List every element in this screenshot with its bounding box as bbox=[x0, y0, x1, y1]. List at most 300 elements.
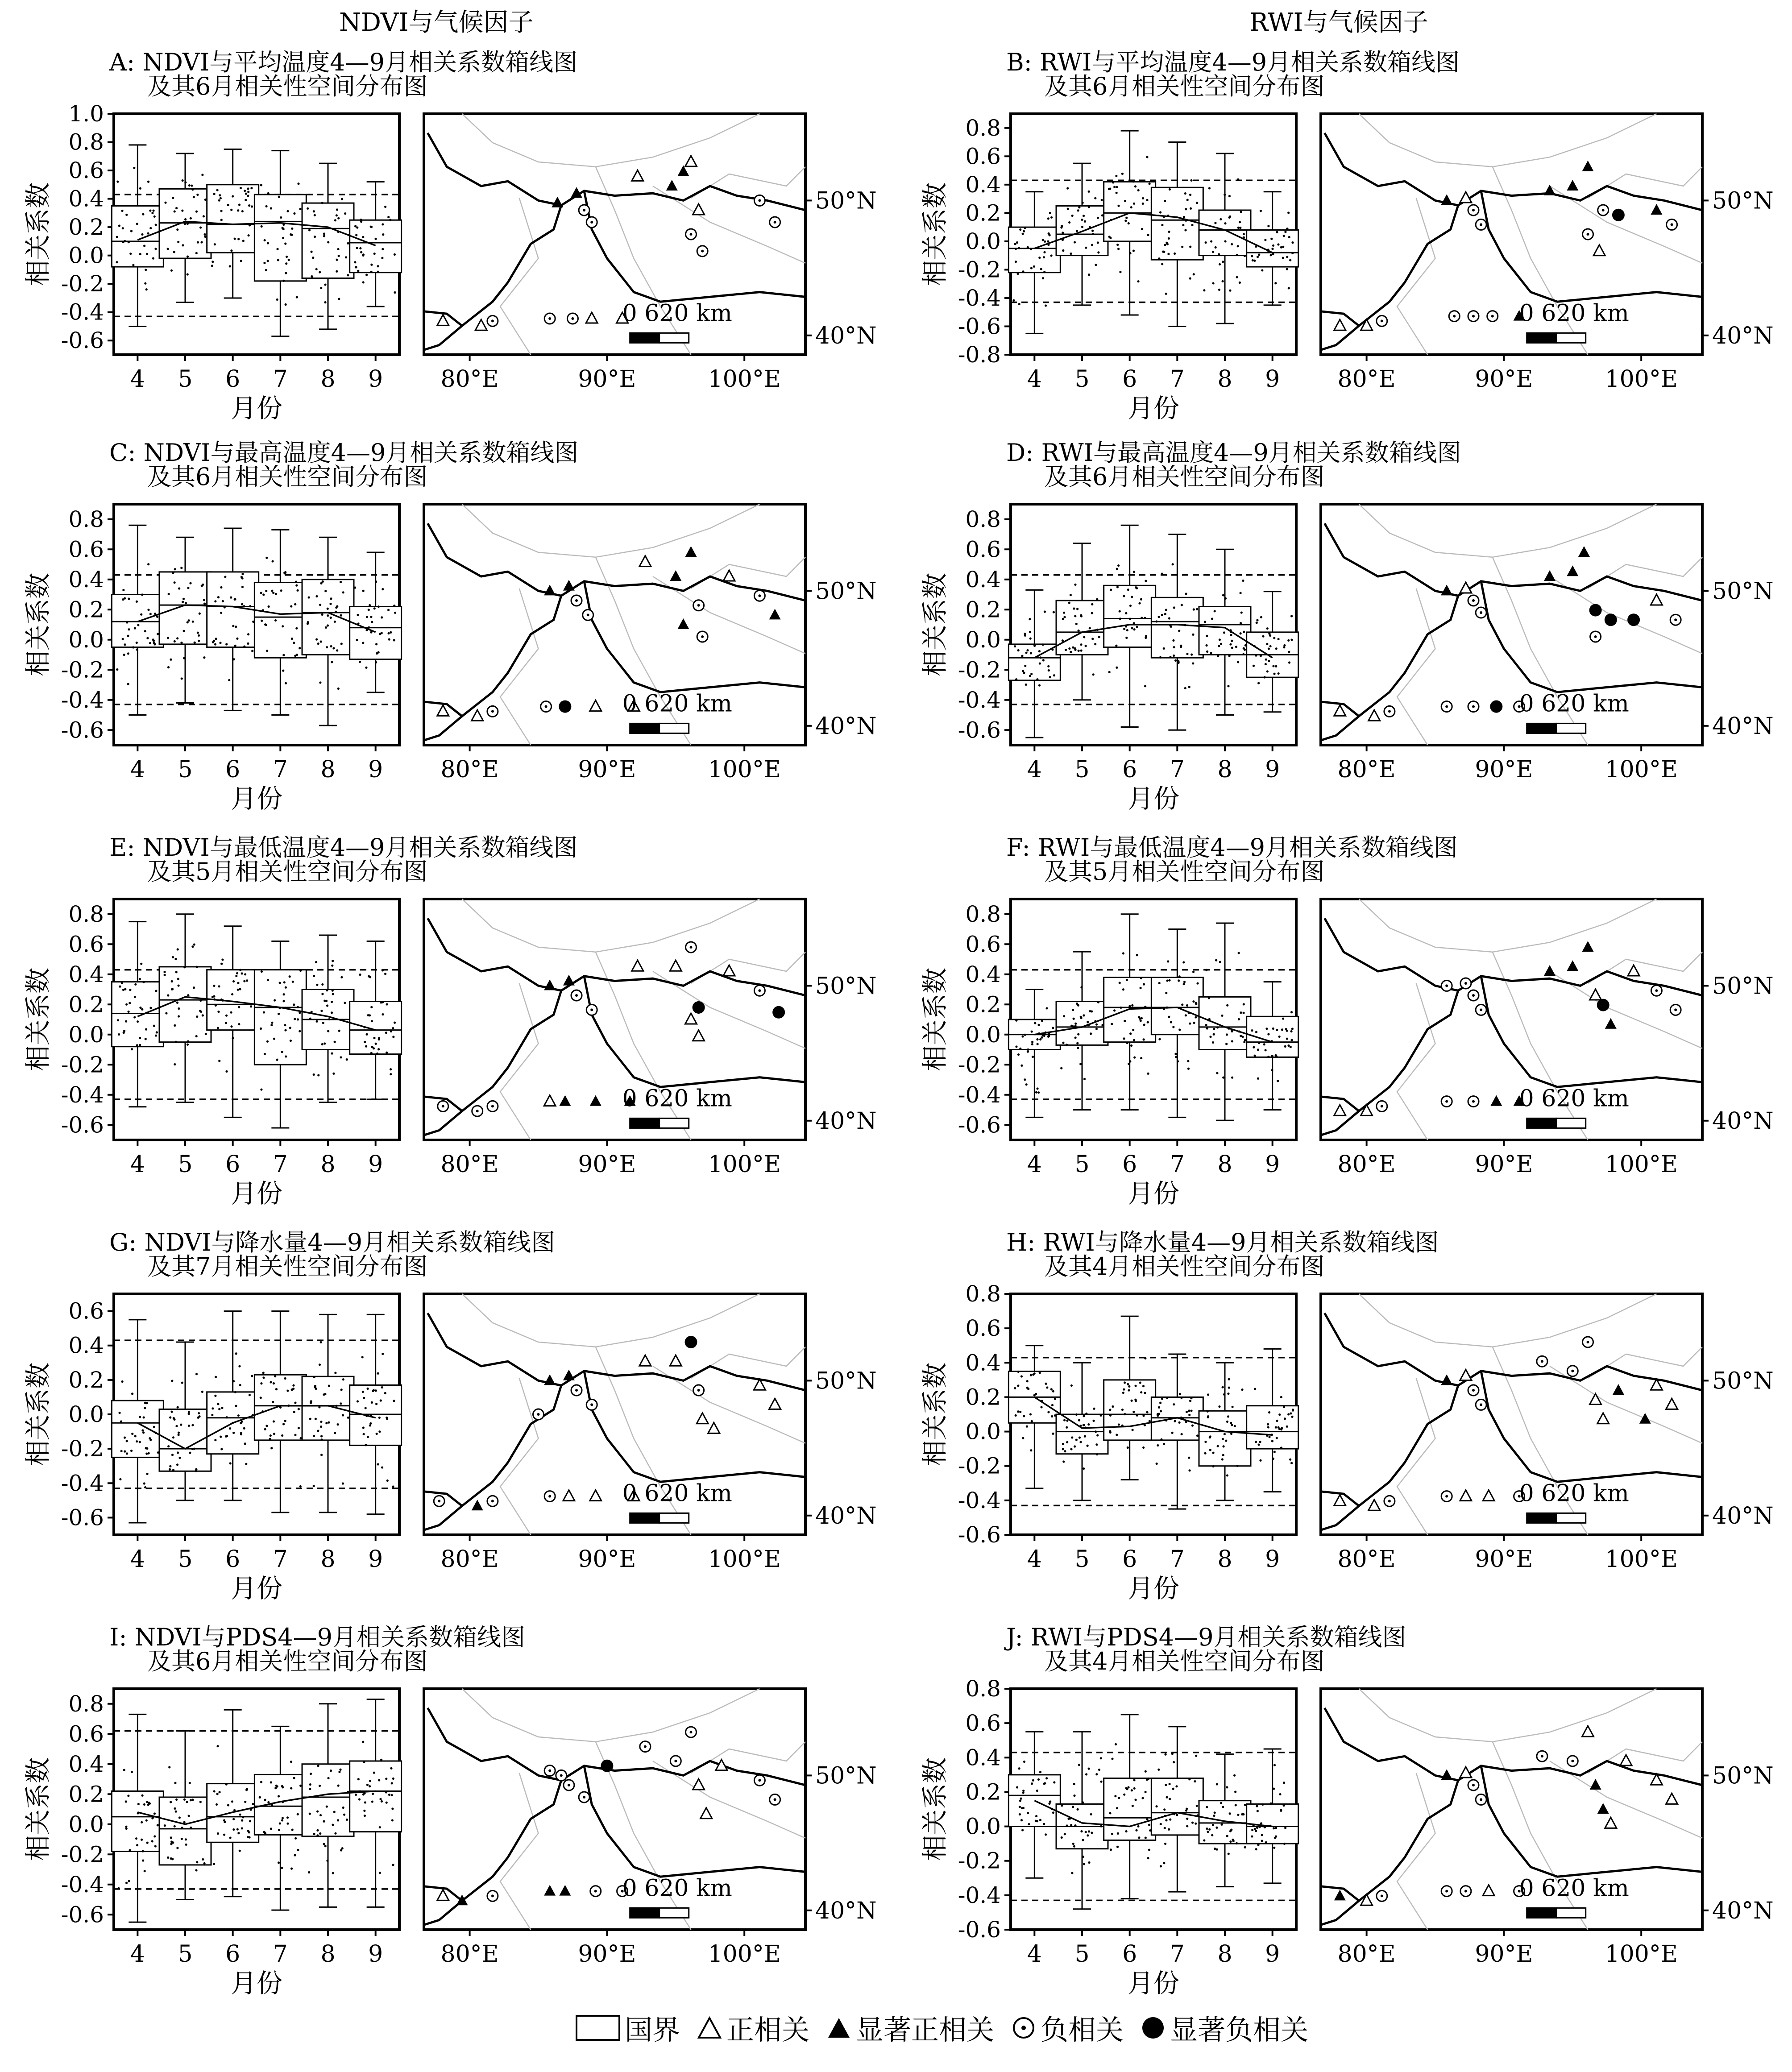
panel-b-box-6 bbox=[1104, 182, 1156, 241]
panel-d-jitter-point bbox=[1278, 672, 1280, 675]
panel-i-jitter-point bbox=[392, 1864, 394, 1866]
panel-f-jitter-point bbox=[1143, 1038, 1145, 1040]
panel-f-jitter-point bbox=[1253, 1046, 1255, 1048]
panel-b-jitter-point bbox=[1068, 221, 1070, 224]
panel-h-jitter-point bbox=[1083, 1467, 1085, 1470]
panel-j-jitter-point bbox=[1175, 1785, 1178, 1787]
panel-h-jitter-point bbox=[1159, 1402, 1161, 1404]
panel-a-jitter-point bbox=[245, 199, 247, 201]
panel-g-jitter-point bbox=[177, 1451, 179, 1454]
panel-e-jitter-point bbox=[155, 1034, 157, 1036]
panel-b-jitter-point bbox=[1267, 225, 1269, 227]
panel-d-jitter-point bbox=[1288, 651, 1290, 653]
panel-d-jitter-point bbox=[1196, 608, 1198, 610]
panel-a-jitter-point bbox=[282, 237, 284, 239]
panel-g-ytick-label: -0.6 bbox=[61, 1504, 104, 1531]
panel-d-jitter-point bbox=[1174, 659, 1177, 662]
panel-F bbox=[920, 833, 1774, 1209]
panel-f-jitter-point bbox=[1284, 1045, 1286, 1048]
panel-g-jitter-point bbox=[195, 1470, 197, 1472]
panel-h-jitter-point bbox=[1179, 1393, 1181, 1395]
panel-f-jitter-point bbox=[1027, 1048, 1029, 1051]
panel-i-jitter-point bbox=[281, 1785, 283, 1787]
panel-j-jitter-point bbox=[1165, 1784, 1167, 1786]
panel-i-jitter-point bbox=[246, 1788, 248, 1790]
panel-d-jitter-point bbox=[1227, 685, 1229, 687]
panel-h-jitter-point bbox=[1109, 1431, 1112, 1434]
panel-b-xtick-label: 9 bbox=[1265, 366, 1280, 393]
panel-e-jitter-point bbox=[285, 986, 287, 989]
panel-c-jitter-point bbox=[294, 603, 296, 605]
panel-a-jitter-point bbox=[347, 242, 349, 244]
panel-b-jitter-point bbox=[1047, 217, 1049, 220]
panel-j-jitter-point bbox=[1172, 1788, 1174, 1790]
panel-j-jitter-point bbox=[1211, 1834, 1213, 1836]
panel-j-jitter-point bbox=[1196, 1805, 1198, 1807]
panel-a-jitter-point bbox=[359, 247, 361, 249]
panel-b-jitter-point bbox=[1222, 261, 1224, 263]
panel-h-ytick-label: -0.2 bbox=[958, 1453, 1001, 1479]
panel-a-jitter-point bbox=[220, 210, 223, 212]
panel-h-jitter-point bbox=[1190, 1409, 1192, 1412]
panel-g-jitter-point bbox=[245, 1463, 247, 1465]
panel-c-map-frame bbox=[424, 504, 805, 745]
panel-f-jitter-point bbox=[1095, 1024, 1098, 1026]
panel-e-jitter-point bbox=[281, 1051, 283, 1053]
panel-e-jitter-point bbox=[273, 1038, 275, 1040]
panel-i-jitter-point bbox=[213, 1863, 215, 1865]
panel-a-jitter-point bbox=[336, 259, 338, 261]
panel-b-jitter-point bbox=[1244, 255, 1246, 257]
panel-e-jitter-point bbox=[322, 1022, 324, 1024]
panel-g-jitter-point bbox=[310, 1402, 312, 1404]
panel-g-title-line1: G: NDVI与降水量4—9月相关系数箱线图 bbox=[109, 1228, 556, 1256]
panel-j-jitter-point bbox=[1232, 1839, 1234, 1841]
panel-i-xtick-label: 8 bbox=[320, 1941, 336, 1968]
panel-a-jitter-point bbox=[125, 214, 128, 216]
panel-f-jitter-point bbox=[1077, 1033, 1079, 1036]
panel-a-jitter-point bbox=[299, 208, 301, 210]
panel-b-jitter-point bbox=[1218, 289, 1220, 291]
panel-d-jitter-point bbox=[1025, 651, 1028, 654]
panel-j-jitter-point bbox=[1133, 1779, 1135, 1781]
panel-b-jitter-point bbox=[1088, 191, 1090, 193]
panel-d-jitter-point bbox=[1223, 631, 1225, 634]
panel-b-jitter-point bbox=[1291, 241, 1294, 244]
panel-c-jitter-point bbox=[194, 642, 196, 644]
panel-a-jitter-point bbox=[290, 234, 293, 236]
panel-e-jitter-point bbox=[370, 1006, 373, 1008]
panel-a-jitter-point bbox=[285, 272, 287, 274]
panel-d-xtick-label: 9 bbox=[1265, 756, 1280, 783]
panel-h-jitter-point bbox=[1156, 1463, 1158, 1465]
panel-i-ytick-label: 0.6 bbox=[68, 1721, 104, 1747]
panel-a-jitter-point bbox=[394, 253, 396, 256]
panel-f-map-lat-label: 40°N bbox=[1712, 1107, 1774, 1135]
panel-i-title-line2: 及其6月相关性空间分布图 bbox=[147, 1647, 428, 1675]
panel-c-jitter-point bbox=[393, 639, 395, 641]
panel-c-jitter-point bbox=[285, 682, 287, 684]
panel-c-jitter-point bbox=[296, 654, 298, 656]
panel-h-jitter-point bbox=[1054, 1398, 1056, 1400]
panel-j-jitter-point bbox=[1098, 1769, 1100, 1771]
panel-g-jitter-point bbox=[144, 1407, 146, 1409]
panel-a-map-scale-bar-black bbox=[630, 333, 660, 343]
panel-j-jitter-point bbox=[1073, 1794, 1075, 1797]
panel-i-jitter-point bbox=[260, 1781, 262, 1783]
panel-g-jitter-point bbox=[136, 1440, 138, 1442]
panel-c-jitter-point bbox=[319, 604, 321, 606]
panel-e-jitter-point bbox=[266, 1040, 269, 1043]
panel-f-jitter-point bbox=[1126, 979, 1128, 981]
panel-b-jitter-point bbox=[1043, 251, 1045, 253]
panel-e-jitter-point bbox=[171, 980, 173, 982]
panel-e-jitter-point bbox=[278, 982, 281, 984]
panel-a-jitter-point bbox=[220, 197, 222, 199]
panel-i-jitter-point bbox=[181, 1838, 183, 1840]
panel-e-jitter-point bbox=[232, 1037, 234, 1039]
panel-g-map-lat-label: 50°N bbox=[815, 1368, 877, 1395]
panel-f-site-negative-dot bbox=[1472, 1100, 1475, 1103]
panel-h-jitter-point bbox=[1276, 1437, 1278, 1439]
panel-i-jitter-point bbox=[175, 1811, 177, 1813]
panel-d-jitter-point bbox=[1283, 646, 1285, 648]
panel-b-map-lon-label: 100°E bbox=[1605, 366, 1678, 393]
panel-b-ytick-label: -0.8 bbox=[958, 342, 1001, 368]
panel-e-jitter-point bbox=[125, 1020, 127, 1023]
panel-d-xlabel: 月份 bbox=[1127, 783, 1180, 814]
panel-i-jitter-point bbox=[364, 1801, 366, 1803]
panel-i-jitter-point bbox=[279, 1822, 281, 1824]
panel-f-jitter-point bbox=[1048, 1035, 1050, 1037]
panel-b-jitter-point bbox=[1169, 188, 1171, 191]
panel-i-jitter-point bbox=[249, 1820, 251, 1822]
panel-a-ytick-label: 1.0 bbox=[68, 101, 104, 127]
panel-h-jitter-point bbox=[1046, 1386, 1048, 1388]
panel-c-map-lat-label: 40°N bbox=[815, 713, 877, 740]
panel-d-jitter-point bbox=[1256, 619, 1258, 621]
panel-e-jitter-point bbox=[344, 1002, 346, 1004]
panel-c-xlabel: 月份 bbox=[230, 783, 283, 814]
panel-j-jitter-point bbox=[1216, 1783, 1218, 1785]
panel-g-map-scale-bar-black bbox=[630, 1513, 660, 1523]
panel-f-site-negative-dot bbox=[1655, 989, 1658, 992]
panel-i-jitter-point bbox=[385, 1778, 387, 1780]
panel-a-jitter-point bbox=[197, 241, 199, 244]
panel-i-map-lon-label: 80°E bbox=[440, 1941, 499, 1968]
panel-g-jitter-point bbox=[243, 1427, 245, 1430]
panel-a-ytick-label: 0.0 bbox=[68, 242, 104, 269]
panel-e-jitter-point bbox=[199, 1010, 201, 1012]
panel-i-jitter-point bbox=[232, 1818, 235, 1820]
panel-e-jitter-point bbox=[332, 1073, 335, 1075]
panel-f-xtick-label: 6 bbox=[1122, 1151, 1137, 1178]
panel-i-ytick-label: -0.6 bbox=[61, 1902, 104, 1928]
panel-b-jitter-point bbox=[1018, 303, 1020, 305]
panel-c-jitter-point bbox=[295, 580, 297, 583]
panel-g-jitter-point bbox=[214, 1395, 216, 1397]
panel-d-jitter-point bbox=[1076, 608, 1079, 610]
panel-e-jitter-point bbox=[326, 989, 328, 991]
panel-c-jitter-point bbox=[337, 688, 340, 690]
panel-e-jitter-point bbox=[202, 1014, 204, 1016]
panel-f-site-negative-dot bbox=[1674, 1008, 1677, 1011]
panel-f-jitter-point bbox=[1255, 1031, 1257, 1033]
panel-g-jitter-point bbox=[317, 1430, 319, 1432]
panel-d-box-5 bbox=[1056, 601, 1108, 655]
panel-b-jitter-point bbox=[1237, 178, 1239, 181]
panel-f-jitter-point bbox=[1285, 1028, 1287, 1030]
panel-g-jitter-point bbox=[386, 1417, 388, 1419]
panel-j-jitter-point bbox=[1242, 1813, 1244, 1815]
panel-b-jitter-point bbox=[1117, 205, 1120, 207]
panel-c-jitter-point bbox=[232, 625, 234, 627]
panel-i-jitter-point bbox=[386, 1802, 388, 1804]
panel-d-jitter-point bbox=[1172, 563, 1174, 565]
panel-b-jitter-point bbox=[1141, 228, 1143, 230]
panel-f-jitter-point bbox=[1277, 1080, 1279, 1082]
panel-j-jitter-point bbox=[1043, 1823, 1045, 1825]
panel-a-jitter-point bbox=[240, 187, 242, 189]
panel-b-jitter-point bbox=[1282, 257, 1284, 259]
panel-g-jitter-point bbox=[342, 1378, 344, 1380]
panel-b-jitter-point bbox=[1166, 243, 1169, 245]
panel-d-ytick-label: 0.6 bbox=[965, 536, 1001, 563]
panel-h-jitter-point bbox=[1188, 1457, 1190, 1459]
panel-e-jitter-point bbox=[370, 1052, 373, 1054]
panel-f-ylabel: 相关系数 bbox=[920, 967, 950, 1072]
panel-h-jitter-point bbox=[1132, 1411, 1135, 1413]
panel-b-jitter-point bbox=[1220, 218, 1222, 220]
panel-i-jitter-point bbox=[281, 1867, 283, 1869]
panel-c-site-negative-dot bbox=[491, 710, 494, 713]
panel-e-jitter-point bbox=[289, 1027, 291, 1029]
panel-g-jitter-point bbox=[334, 1432, 336, 1434]
panel-i-jitter-point bbox=[141, 1794, 143, 1797]
panel-e-jitter-point bbox=[239, 988, 241, 990]
panel-f-jitter-point bbox=[1158, 1038, 1161, 1040]
panel-c-ytick-label: 0.2 bbox=[68, 597, 104, 623]
panel-e-jitter-point bbox=[175, 1041, 177, 1043]
panel-j-jitter-point bbox=[1273, 1788, 1275, 1790]
panel-e-title-line1: E: NDVI与最低温度4—9月相关系数箱线图 bbox=[109, 833, 578, 862]
panel-d-site-negative-dot bbox=[1472, 599, 1475, 602]
panel-b-jitter-point bbox=[1164, 200, 1166, 202]
panel-i-jitter-point bbox=[392, 1778, 394, 1780]
panel-h-jitter-point bbox=[1226, 1474, 1228, 1476]
panel-f-jitter-point bbox=[1195, 1016, 1197, 1018]
legend-neg bbox=[1011, 2008, 1124, 2047]
panel-d-jitter-point bbox=[1129, 617, 1131, 620]
panel-e-jitter-point bbox=[187, 1040, 189, 1042]
panel-g-jitter-point bbox=[143, 1416, 145, 1418]
panel-f-jitter-point bbox=[1037, 1024, 1040, 1026]
panel-i-jitter-point bbox=[326, 1860, 328, 1862]
panel-g-jitter-point bbox=[169, 1465, 171, 1467]
panel-e-jitter-point bbox=[142, 981, 145, 983]
panel-e-site-negative-dot bbox=[575, 994, 578, 997]
panel-i-jitter-point bbox=[141, 1821, 143, 1823]
panel-g-jitter-point bbox=[357, 1400, 359, 1402]
panel-J bbox=[920, 1623, 1774, 1998]
panel-b-jitter-point bbox=[1016, 273, 1019, 275]
panel-h-jitter-point bbox=[1268, 1436, 1270, 1438]
panel-i-jitter-point bbox=[334, 1832, 336, 1835]
panel-g-jitter-point bbox=[169, 1468, 171, 1471]
panel-f-jitter-point bbox=[1070, 1025, 1073, 1027]
panel-d-jitter-point bbox=[1026, 649, 1029, 651]
panel-c-jitter-point bbox=[228, 679, 230, 681]
panel-f-jitter-point bbox=[1036, 1087, 1038, 1090]
panel-f-jitter-point bbox=[1174, 1053, 1177, 1055]
panel-h-site-negative-dot bbox=[1445, 1495, 1448, 1498]
panel-b-jitter-point bbox=[1239, 282, 1241, 284]
panel-c-jitter-point bbox=[321, 613, 323, 616]
panel-d-jitter-point bbox=[1278, 638, 1280, 640]
panel-h-jitter-point bbox=[1017, 1371, 1020, 1373]
panel-i-jitter-point bbox=[270, 1781, 272, 1783]
panel-b-jitter-point bbox=[1239, 227, 1241, 229]
panel-f-jitter-point bbox=[1290, 1039, 1293, 1041]
panel-i-jitter-point bbox=[181, 1827, 183, 1829]
panel-f-jitter-point bbox=[1122, 988, 1124, 990]
panel-f-jitter-point bbox=[1240, 1011, 1242, 1014]
panel-b-jitter-point bbox=[1112, 181, 1114, 183]
panel-c-jitter-point bbox=[147, 563, 149, 565]
panel-a-jitter-point bbox=[308, 229, 311, 231]
panel-i-jitter-point bbox=[183, 1798, 186, 1801]
panel-g-jitter-point bbox=[198, 1412, 200, 1414]
panel-e-ytick-label: -0.2 bbox=[61, 1052, 104, 1078]
panel-g-jitter-point bbox=[393, 1400, 395, 1402]
panel-i-jitter-point bbox=[390, 1767, 392, 1769]
panel-e-box-7 bbox=[254, 970, 306, 1065]
panel-i-jitter-point bbox=[333, 1811, 336, 1813]
panel-h-jitter-point bbox=[1109, 1414, 1112, 1417]
panel-d-map-lat-label: 40°N bbox=[1712, 713, 1774, 740]
panel-d-site-sig-negative bbox=[1627, 613, 1640, 626]
panel-b-jitter-point bbox=[1236, 276, 1238, 278]
panel-b-jitter-point bbox=[1271, 248, 1273, 250]
panel-d-map-scale-bar-black bbox=[1527, 723, 1556, 733]
panel-d-ylabel: 相关系数 bbox=[920, 572, 950, 677]
panel-h-jitter-point bbox=[1207, 1410, 1209, 1413]
panel-h-jitter-point bbox=[1212, 1465, 1214, 1467]
panel-d-jitter-point bbox=[1169, 656, 1171, 658]
panel-d-jitter-point bbox=[1094, 643, 1096, 645]
panel-d-jitter-point bbox=[1229, 643, 1232, 646]
panel-b-jitter-point bbox=[1260, 210, 1262, 212]
panel-a-jitter-point bbox=[187, 223, 189, 225]
panel-h-jitter-point bbox=[1030, 1449, 1032, 1451]
panel-j-jitter-point bbox=[1116, 1846, 1119, 1848]
panel-h-ytick-label: -0.4 bbox=[958, 1487, 1001, 1513]
panel-f-jitter-point bbox=[1286, 1037, 1288, 1040]
panel-c-jitter-point bbox=[181, 677, 183, 680]
panel-d-jitter-point bbox=[1068, 602, 1070, 604]
panel-e-jitter-point bbox=[292, 981, 294, 983]
panel-a-jitter-point bbox=[184, 181, 187, 183]
panel-j-box-6 bbox=[1104, 1778, 1156, 1840]
panel-f-jitter-point bbox=[1216, 1072, 1218, 1074]
panel-b-jitter-point bbox=[1252, 259, 1254, 261]
panel-d-jitter-point bbox=[1275, 647, 1278, 650]
panel-e-ytick-label: 0.6 bbox=[68, 931, 104, 957]
panel-e-jitter-point bbox=[199, 999, 202, 1002]
panel-i-jitter-point bbox=[236, 1828, 239, 1830]
panel-a-jitter-point bbox=[356, 247, 358, 249]
panel-f-jitter-point bbox=[1091, 1010, 1093, 1012]
panel-j-jitter-point bbox=[1163, 1808, 1166, 1811]
panel-j-jitter-point bbox=[1045, 1777, 1048, 1779]
panel-g-jitter-point bbox=[275, 1388, 278, 1390]
panel-c-map-lon-label: 100°E bbox=[708, 756, 781, 783]
panel-h-jitter-point bbox=[1027, 1388, 1029, 1390]
panel-j-jitter-point bbox=[1088, 1768, 1090, 1770]
panel-i-jitter-point bbox=[151, 1817, 153, 1819]
panel-h-site-negative-dot bbox=[1480, 1403, 1482, 1406]
panel-a-jitter-point bbox=[362, 253, 365, 256]
panel-d-jitter-point bbox=[1140, 598, 1142, 601]
panel-j-jitter-point bbox=[1073, 1783, 1075, 1785]
panel-h-jitter-point bbox=[1280, 1396, 1282, 1398]
panel-g-jitter-point bbox=[292, 1384, 295, 1387]
panel-h-box-7 bbox=[1151, 1397, 1203, 1440]
panel-h-jitter-point bbox=[1123, 1388, 1125, 1391]
panel-a-jitter-point bbox=[174, 210, 176, 212]
panel-e-jitter-point bbox=[213, 995, 215, 998]
panel-h-site-negative-dot bbox=[1587, 1341, 1589, 1343]
panel-b-jitter-point bbox=[1108, 188, 1110, 190]
panel-g-jitter-point bbox=[146, 1473, 148, 1475]
panel-a-jitter-point bbox=[282, 280, 285, 282]
panel-g-site-negative-dot bbox=[590, 1403, 593, 1406]
panel-b-jitter-point bbox=[1283, 235, 1285, 237]
panel-e-jitter-point bbox=[315, 961, 317, 963]
panel-f-jitter-point bbox=[1143, 1024, 1145, 1026]
panel-g-jitter-point bbox=[131, 1433, 133, 1435]
panel-a-map-lon-label: 100°E bbox=[708, 366, 781, 393]
panel-i-jitter-point bbox=[355, 1794, 357, 1796]
panel-a-site-negative-dot bbox=[491, 319, 494, 322]
panel-a-jitter-point bbox=[152, 257, 154, 260]
panel-d-jitter-point bbox=[1178, 630, 1180, 632]
panel-c-jitter-point bbox=[156, 616, 158, 618]
panel-j-jitter-point bbox=[1020, 1819, 1023, 1821]
panel-b-jitter-point bbox=[1205, 241, 1207, 244]
panel-b-jitter-point bbox=[1076, 230, 1078, 232]
panel-c-jitter-point bbox=[251, 650, 253, 652]
panel-f-jitter-point bbox=[1231, 1077, 1233, 1079]
panel-j-jitter-point bbox=[1072, 1806, 1074, 1808]
panel-d-jitter-point bbox=[1256, 622, 1258, 624]
panel-d-jitter-point bbox=[1024, 665, 1026, 667]
panel-i-jitter-point bbox=[278, 1829, 280, 1831]
panel-e-jitter-point bbox=[232, 980, 235, 982]
panel-g-jitter-point bbox=[384, 1392, 386, 1394]
panel-b-jitter-point bbox=[1240, 211, 1242, 213]
panel-j-jitter-point bbox=[1083, 1863, 1085, 1865]
panel-g-jitter-point bbox=[380, 1399, 382, 1401]
panel-g-jitter-point bbox=[292, 1388, 295, 1390]
panel-h-jitter-point bbox=[1234, 1425, 1236, 1427]
panel-e-jitter-point bbox=[236, 972, 238, 974]
panel-i-jitter-point bbox=[131, 1771, 133, 1773]
panel-d-jitter-point bbox=[1116, 568, 1118, 570]
panel-c-jitter-point bbox=[124, 643, 126, 646]
panel-d-jitter-point bbox=[1092, 673, 1095, 675]
panel-b-jitter-point bbox=[1088, 274, 1090, 276]
